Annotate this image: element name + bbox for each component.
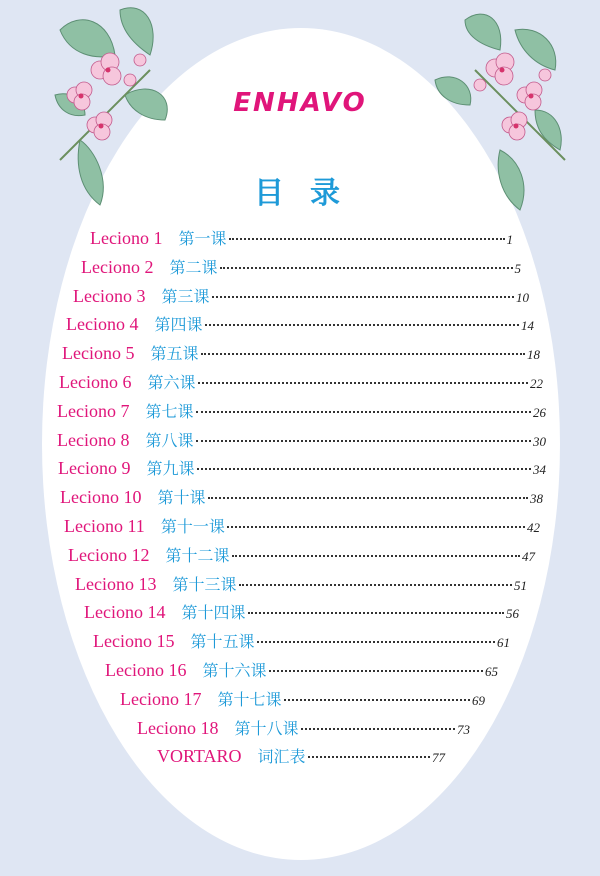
lesson-name: Leciono 18 (137, 717, 219, 738)
page-number: 1 (506, 232, 513, 247)
toc-entry[interactable] (137, 716, 470, 744)
lesson-chinese: 第十六课 (202, 661, 267, 680)
lesson-chinese: 第十四课 (181, 603, 246, 623)
toc-entry[interactable] (90, 226, 513, 254)
lesson-name: Leciono 8 (57, 429, 130, 450)
page-number: 73 (457, 721, 470, 737)
toc-entry[interactable] (57, 428, 546, 456)
lesson-chinese: 第一课 (178, 229, 227, 248)
lesson-name: VORTARO (157, 746, 242, 767)
dot-leader (257, 641, 496, 643)
toc-entry[interactable] (58, 456, 546, 484)
dot-leader (196, 411, 532, 413)
toc-entry[interactable] (62, 341, 540, 369)
lesson-name: Leciono 5 (62, 343, 135, 364)
toc-entry[interactable] (57, 399, 546, 427)
dot-leader (197, 468, 532, 470)
dot-leader (248, 612, 505, 614)
toc-entry[interactable] (59, 370, 543, 398)
toc-entry[interactable] (73, 284, 529, 312)
toc-entry[interactable] (93, 629, 510, 657)
lesson-chinese: 第四课 (154, 315, 203, 335)
lesson-chinese: 第十五课 (190, 632, 255, 652)
lesson-name: Leciono 4 (66, 314, 139, 335)
lesson-chinese: 第十一课 (160, 517, 225, 536)
page-number: 22 (530, 376, 543, 391)
lesson-chinese: 第十三课 (172, 574, 237, 594)
dot-leader (201, 353, 526, 355)
lesson-name: Leciono 3 (73, 285, 146, 306)
toc-entry[interactable] (81, 255, 521, 283)
page-number: 47 (522, 548, 535, 564)
lesson-chinese: 第三课 (161, 286, 210, 306)
lesson-name: Leciono 9 (58, 458, 131, 479)
page-number: 51 (514, 577, 527, 593)
lesson-name: Leciono 17 (120, 688, 202, 709)
lesson-chinese: 词汇表 (257, 747, 306, 767)
lesson-name: Leciono 16 (105, 660, 187, 680)
dot-leader (301, 728, 456, 730)
lesson-chinese: 第十七课 (217, 689, 282, 709)
dot-leader (227, 526, 525, 528)
lesson-chinese: 第十二课 (165, 545, 230, 565)
lesson-name: Leciono 7 (57, 400, 130, 421)
dot-leader (198, 382, 529, 384)
page-number: 5 (514, 260, 521, 276)
lesson-name: Leciono 10 (60, 487, 142, 508)
dot-leader (284, 699, 471, 701)
page-number: 34 (533, 462, 546, 478)
page-number: 30 (533, 433, 546, 449)
page-number: 65 (485, 664, 498, 679)
lesson-name: Leciono 14 (84, 602, 166, 623)
toc-entry[interactable] (105, 658, 498, 686)
book-title: ENHAVO (233, 88, 367, 118)
page-number: 42 (527, 520, 540, 535)
toc-entry[interactable] (60, 485, 543, 513)
lesson-name: Leciono 12 (68, 544, 150, 565)
page-number: 38 (530, 491, 543, 507)
toc-entry[interactable] (157, 744, 445, 772)
page-number: 26 (533, 404, 546, 420)
lesson-name: Leciono 11 (64, 516, 145, 536)
dot-leader (269, 670, 484, 672)
toc-heading: 目录 (254, 176, 366, 211)
dot-leader (212, 296, 515, 298)
page-number: 77 (432, 750, 445, 766)
lesson-chinese: 第八课 (145, 430, 194, 450)
page-number: 69 (472, 692, 485, 708)
toc-entry[interactable] (84, 600, 519, 628)
lesson-chinese: 第五课 (150, 344, 199, 364)
lesson-chinese: 第九课 (146, 459, 195, 479)
lesson-name: Leciono 6 (59, 372, 132, 392)
lesson-chinese: 第七课 (145, 401, 194, 421)
dot-leader (205, 324, 520, 326)
page-number: 18 (527, 347, 540, 363)
toc-entry[interactable] (64, 514, 540, 542)
lesson-name: Leciono 15 (93, 631, 175, 652)
toc-entry[interactable] (68, 543, 535, 571)
lesson-chinese: 第十八课 (234, 718, 299, 738)
dot-leader (208, 497, 529, 499)
lesson-chinese: 第二课 (169, 257, 218, 277)
dot-leader (308, 756, 431, 758)
page-number: 56 (506, 606, 519, 622)
page-number: 61 (497, 635, 510, 651)
lesson-name: Leciono 13 (75, 573, 157, 594)
page-number: 10 (516, 289, 529, 305)
toc-entry[interactable] (66, 312, 534, 340)
page-number: 14 (521, 318, 534, 334)
dot-leader (232, 555, 521, 557)
dot-leader (196, 440, 532, 442)
lesson-name: Leciono 2 (81, 256, 154, 277)
dot-leader (220, 267, 513, 269)
toc-entry[interactable] (120, 687, 485, 715)
toc-entry[interactable] (75, 572, 527, 600)
lesson-chinese: 第六课 (147, 373, 196, 392)
lesson-chinese: 第十课 (157, 488, 206, 508)
dot-leader (229, 238, 505, 240)
lesson-name: Leciono 1 (90, 228, 163, 248)
dot-leader (239, 584, 513, 586)
